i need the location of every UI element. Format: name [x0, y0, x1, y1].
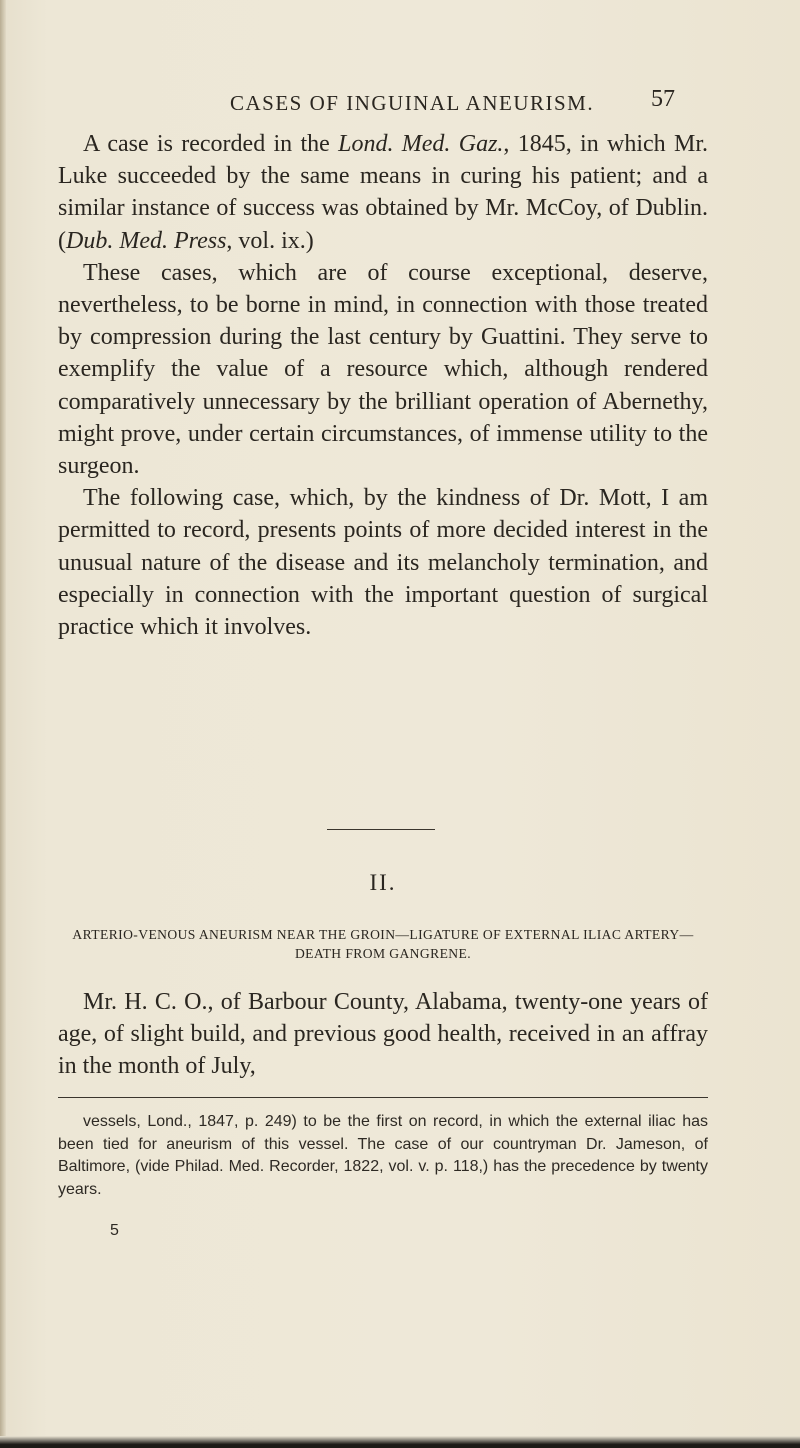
paragraph-guattini: These cases, which are of course exceptional, deserve, nevertheless, to be borne in mind, in connection with those treated by compression during the last century by Guattini. They serve to exemplify the value of a resource which, although rendered comparatively unnecessary by the brilliant operation of Abernethy, might prove, under certain circumstances, of immense utility to the surgeon. [58, 259, 708, 480]
section-divider [327, 829, 435, 830]
case-text [58, 986, 708, 1083]
p1-text-c: , vol. ix.) [226, 227, 314, 254]
citation-lond-med-gaz: Lond. Med. Gaz. [338, 131, 504, 157]
page-binding-edge [0, 0, 6, 1448]
paragraph-mott-case: The following case, which, by the kindness of Dr. Mott, I am permitted to record, presents points of more decided interest in the unusual nature of the disease and its melancholy termination, and especially in connection with the important question of surgical practice which it involves. [58, 485, 708, 641]
case-paragraph: Mr. H. C. O., of Barbour County, Alabama, twenty-one years of age, of slight build, and previous good health, received in an affray in the month of July, [58, 989, 708, 1080]
signature-mark: 5 [110, 1222, 119, 1239]
main-text [58, 128, 708, 643]
p1-text-b: , 1845, in which Mr. Luke succeeded by the same means in curing his patient; and a similar instance of success was obtained by Mr. McCoy, of Dublin. ( [58, 131, 708, 254]
page-number: 57 [651, 86, 675, 112]
page-bottom-edge [0, 1436, 800, 1448]
footnote [58, 1111, 708, 1201]
footnote-text: vessels, Lond., 1847, p. 249) to be the first on record, in which the external iliac has been tied for aneurism of this vessel. The case of our countryman Dr. Jameson, of Baltimore, (vide Philad. Med. Recorder, 1822, vol. v. p. 118,) has the precedence by twenty years. [58, 1113, 708, 1198]
citation-dub-med-press: Dub. Med. Press [66, 227, 227, 254]
footnote-divider [58, 1097, 708, 1098]
running-title: CASES OF INGUINAL ANEURISM. [230, 91, 595, 115]
paragraph-lond-med-gaz [58, 128, 708, 257]
section-number: II. [369, 870, 397, 895]
section-heading: ARTERIO-VENOUS ANEURISM NEAR THE GROIN—LIGATURE OF EXTERNAL ILIAC ARTERY—DEATH FROM GANGRENE. [72, 927, 694, 961]
p1-text-a: A case is recorded in the [83, 131, 339, 157]
